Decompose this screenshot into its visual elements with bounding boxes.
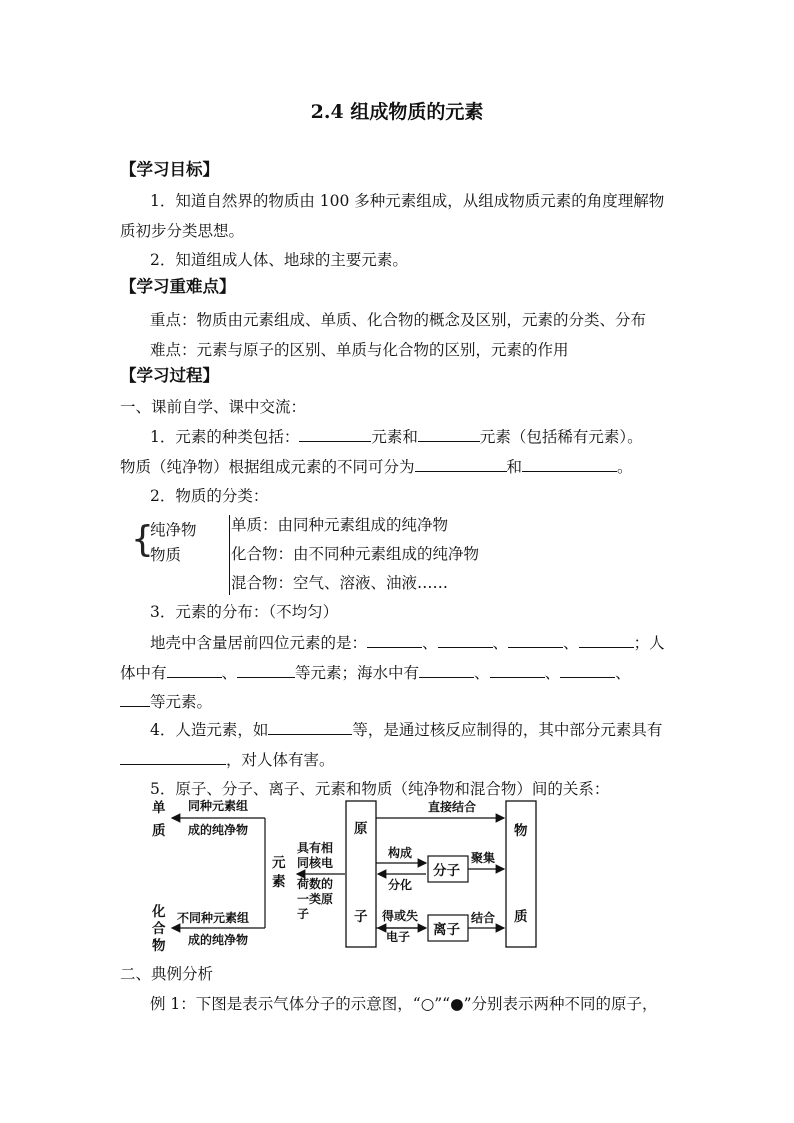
separator: 、 <box>492 634 509 652</box>
separator: 、 <box>563 634 579 652</box>
class-compound: 化合物：由不同种元素组成的纯净物 <box>231 545 480 563</box>
q4-text-c: ，对人体有害。 <box>226 751 335 769</box>
goal-2: 2．知道组成人体、地球的主要元素。 <box>150 251 408 269</box>
separator: 、 <box>474 664 490 682</box>
q1-text-a: 1．元素的种类包括： <box>150 428 300 446</box>
same-element-text-2: 成的纯净物 <box>188 823 249 837</box>
class-simple: 单质：由同种元素组成的纯净物 <box>231 516 449 534</box>
decompose-label: 分化 <box>388 878 413 892</box>
simple-substance-label-2: 质 <box>152 823 166 839</box>
diff-element-text-1: 不同种元素组 <box>177 911 250 925</box>
q4-text-a: 4．人造元素，如 <box>150 721 269 739</box>
gain-lose-label-2: 电子 <box>386 930 411 944</box>
class-pure: 纯净物 <box>150 521 197 539</box>
element-def-4: 一类原 <box>297 892 334 906</box>
class-matter: 物质 <box>150 546 182 564</box>
question-3: 3．元素的分布：（不均匀） <box>150 603 339 621</box>
element-label-2: 素 <box>272 874 286 890</box>
atom-label-1: 原 <box>354 821 368 837</box>
left-brace-icon: { <box>131 519 154 560</box>
q1-text-e: 和 <box>506 458 523 476</box>
part-2-heading: 二、典例分析 <box>120 965 214 983</box>
element-label-1: 元 <box>272 855 286 871</box>
q3-text-b: 体中有 <box>120 664 167 682</box>
goal-1-line-b: 质初步分类思想。 <box>120 222 245 240</box>
matter-label-2: 质 <box>514 909 528 925</box>
molecule-label: 分子 <box>433 863 460 879</box>
gather-label: 聚集 <box>471 851 496 865</box>
element-def-2: 同核电 <box>297 856 334 870</box>
process-heading: 【学习过程】 <box>120 366 219 385</box>
same-element-text-1: 同种元素组 <box>188 799 249 813</box>
compose-label: 构成 <box>388 846 413 860</box>
difficult-point: 难点：元素与原子的区别、单质与化合物的区别，元素的作用 <box>150 341 569 359</box>
q3-text-a-end: ；人 <box>633 634 665 652</box>
key-points-heading: 【学习重难点】 <box>120 277 236 296</box>
question-2: 2．物质的分类： <box>150 487 269 505</box>
goal-1-line-a: 1．知道自然界的物质由 100 多种元素组成，从组成物质元素的角度理解物 <box>150 192 665 210</box>
compound-label-3: 物 <box>152 938 166 954</box>
combine-label: 结合 <box>471 911 496 925</box>
key-point: 重点：物质由元素组成、单质、化合物的概念及区别，元素的分类、分布 <box>150 311 647 329</box>
compound-label-2: 合 <box>152 921 166 937</box>
simple-substance-label-1: 单 <box>152 800 166 816</box>
ion-label: 离子 <box>433 922 460 938</box>
direct-combine-label: 直接结合 <box>428 800 477 814</box>
element-def-1: 具有相 <box>297 841 334 855</box>
element-def-3: 荷数的 <box>297 877 334 891</box>
class-mixture: 混合物：空气、溶液、油液…… <box>231 574 449 592</box>
goals-heading: 【学习目标】 <box>120 160 219 179</box>
compound-label-1: 化 <box>152 904 166 920</box>
gain-lose-label-1: 得或失 <box>382 909 419 923</box>
separator: 、 <box>422 634 438 652</box>
example-1: 例 1：下图是表示气体分子的示意图，“○”“●”分别表示两种不同的原子， <box>150 995 658 1013</box>
q1-text-b: 元素和 <box>371 428 418 446</box>
separator: 、 <box>615 664 631 682</box>
q3-text-a: 地壳中含量居前四位元素的是： <box>150 634 368 652</box>
page-title: 2.4 组成物质的元素 <box>310 101 484 123</box>
diff-element-text-2: 成的纯净物 <box>188 933 249 947</box>
matter-label-1: 物 <box>514 823 528 839</box>
question-5: 5．原子、分子、离子、元素和物质（纯净物和混合物）间的关系： <box>150 780 610 798</box>
q1-text-f: 。 <box>617 458 633 476</box>
q4-text-b: 等，是通过核反应制得的，其中部分元素具有 <box>352 721 663 739</box>
separator: 、 <box>544 664 561 682</box>
q3-text-d: 等元素。 <box>150 693 213 711</box>
element-def-5: 子 <box>297 907 310 921</box>
part-1-heading: 一、课前自学、课中交流： <box>120 398 307 416</box>
q1-text-d: 物质（纯净物）根据组成元素的不同可分为 <box>120 458 415 476</box>
atom-label-2: 子 <box>354 909 368 925</box>
q3-text-c: 等元素；海水中有 <box>295 664 420 682</box>
q1-text-c: 元素（包括稀有元素）。 <box>479 428 643 446</box>
separator: 、 <box>221 664 238 682</box>
